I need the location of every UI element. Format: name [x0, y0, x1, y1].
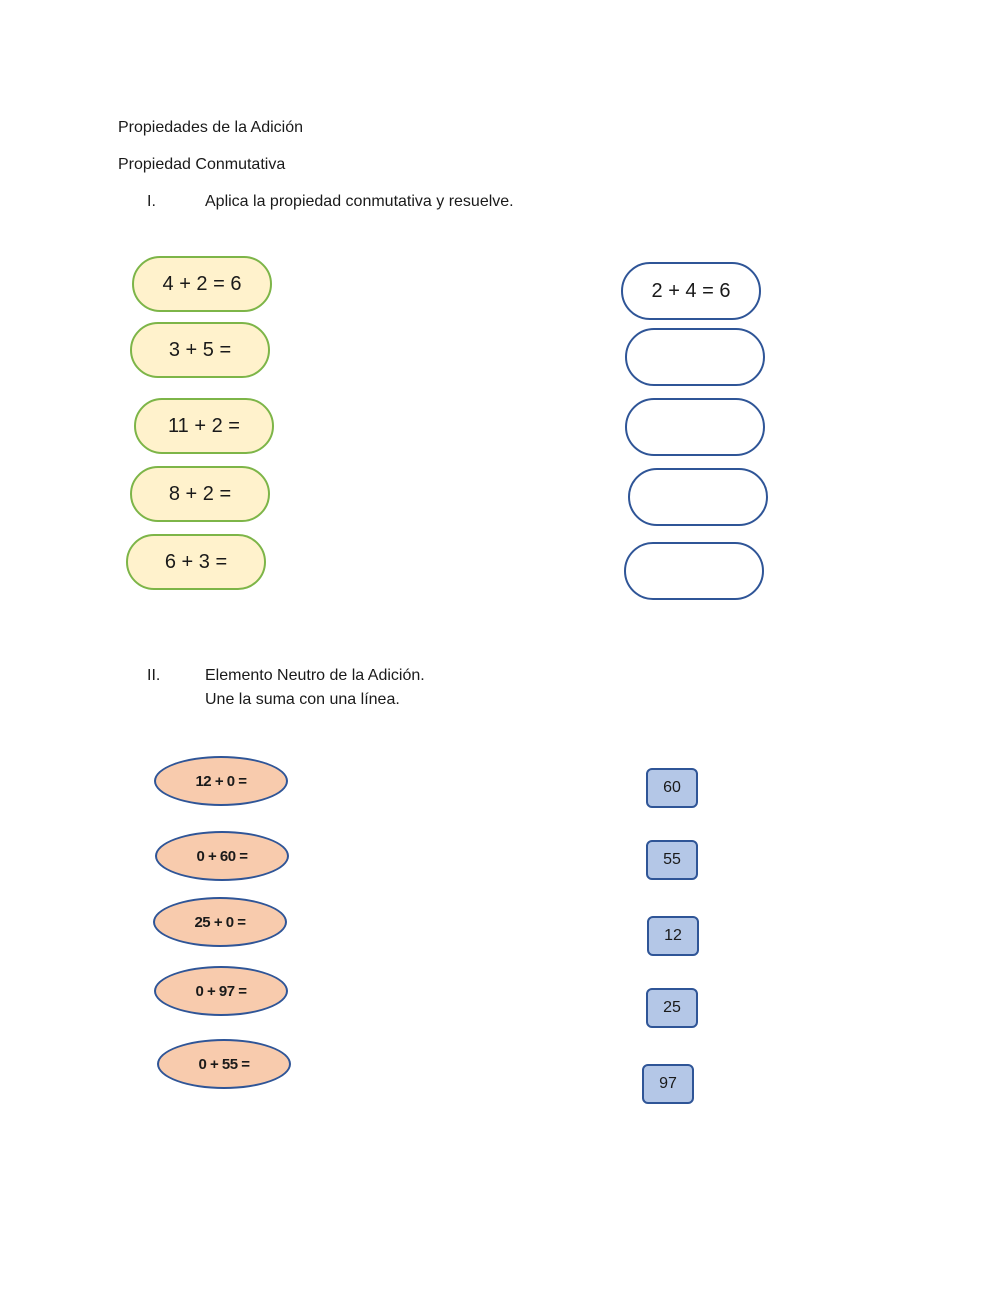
- commutative-answer-box[interactable]: [625, 398, 765, 456]
- page-subtitle: Propiedad Conmutativa: [118, 156, 286, 173]
- neutral-sum-oval[interactable]: 0 + 60 =: [155, 831, 289, 881]
- section2-instruction: Elemento Neutro de la Adición.: [205, 667, 425, 684]
- section2-number: II.: [147, 667, 161, 684]
- commutative-answer-box[interactable]: [628, 468, 768, 526]
- commutative-answer-box[interactable]: [625, 328, 765, 386]
- neutral-sum-oval[interactable]: 12 + 0 =: [154, 756, 288, 806]
- commutative-left-item[interactable]: 4 + 2 = 6: [132, 256, 272, 312]
- neutral-answer-box[interactable]: 97: [642, 1064, 694, 1104]
- commutative-left-item[interactable]: 6 + 3 =: [126, 534, 266, 590]
- commutative-left-item[interactable]: 3 + 5 =: [130, 322, 270, 378]
- neutral-sum-oval[interactable]: 0 + 55 =: [157, 1039, 291, 1089]
- section2-instruction-line2: Une la suma con una línea.: [205, 691, 400, 708]
- commutative-answer-box[interactable]: 2 + 4 = 6: [621, 262, 761, 320]
- section1-instruction: Aplica la propiedad conmutativa y resuelve.: [205, 193, 514, 210]
- neutral-answer-box[interactable]: 55: [646, 840, 698, 880]
- commutative-left-item[interactable]: 11 + 2 =: [134, 398, 274, 454]
- neutral-answer-box[interactable]: 12: [647, 916, 699, 956]
- neutral-sum-oval[interactable]: 25 + 0 =: [153, 897, 287, 947]
- page-title: Propiedades de la Adición: [118, 119, 304, 136]
- neutral-answer-box[interactable]: 25: [646, 988, 698, 1028]
- neutral-sum-oval[interactable]: 0 + 97 =: [154, 966, 288, 1016]
- section1-number: I.: [147, 193, 156, 210]
- neutral-answer-box[interactable]: 60: [646, 768, 698, 808]
- commutative-left-item[interactable]: 8 + 2 =: [130, 466, 270, 522]
- commutative-answer-box[interactable]: [624, 542, 764, 600]
